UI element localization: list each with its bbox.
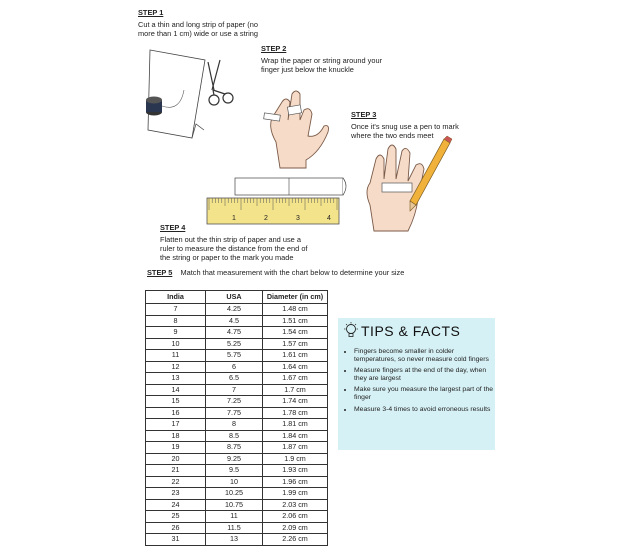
cell-india: 13 [146, 373, 206, 385]
ring-size-table [145, 290, 328, 546]
ruler-number-1: 1 [232, 215, 236, 222]
header-usa: USA [206, 291, 263, 304]
table-row [146, 384, 328, 396]
cell-india: 10 [146, 338, 206, 350]
table-row [146, 419, 328, 431]
cell-india: 17 [146, 419, 206, 431]
hand-pencil-illustration [360, 135, 455, 235]
cell-india: 23 [146, 488, 206, 500]
step-1-line-2: more than 1 cm) wide or use a string [138, 29, 258, 38]
cell-diameter: 1.48 cm [263, 304, 328, 316]
tips-box [338, 318, 495, 450]
hand-wrap-illustration [262, 80, 334, 170]
scissors-icon [208, 60, 233, 105]
table-row [146, 361, 328, 373]
tip-item: • Fingers become smaller in colder temperatures, so never measure cold fingers [354, 348, 494, 363]
cell-diameter: 1.99 cm [263, 488, 328, 500]
table-row [146, 488, 328, 500]
cell-diameter: 1.84 cm [263, 430, 328, 442]
cell-usa: 7.75 [206, 407, 263, 419]
cell-diameter: 1.96 cm [263, 476, 328, 488]
cell-india: 9 [146, 327, 206, 339]
step-3-line-2: where the two ends meet [351, 131, 434, 140]
step-5-text: Match that measurement with the chart below to determine your size [180, 268, 405, 277]
step-4-line-1: Flatten out the thin strip of paper and use a [160, 235, 301, 244]
table-row [146, 304, 328, 316]
cell-diameter: 2.26 cm [263, 534, 328, 546]
table-row [146, 534, 328, 546]
cell-usa: 5.75 [206, 350, 263, 362]
table-row [146, 327, 328, 339]
lightbulb-icon [343, 322, 359, 340]
step-2-line-1: Wrap the paper or string around your [261, 56, 383, 65]
step-1-line-1: Cut a thin and long strip of paper (no [138, 20, 258, 29]
step-4 [160, 223, 330, 262]
step-5 [147, 268, 477, 277]
cell-diameter: 1.78 cm [263, 407, 328, 419]
tip-item: • Make sure you measure the largest part of the finger [354, 386, 494, 401]
cell-diameter: 1.93 cm [263, 465, 328, 477]
table-row [146, 442, 328, 454]
cell-diameter: 1.67 cm [263, 373, 328, 385]
cell-india: 26 [146, 522, 206, 534]
cell-diameter: 1.64 cm [263, 361, 328, 373]
cell-diameter: 1.81 cm [263, 419, 328, 431]
table-row [146, 430, 328, 442]
table-row [146, 315, 328, 327]
step-5-heading: STEP 5 [147, 268, 173, 277]
cell-india: 22 [146, 476, 206, 488]
table-row [146, 338, 328, 350]
cell-usa: 5.25 [206, 338, 263, 350]
cell-india: 8 [146, 315, 206, 327]
cell-usa: 4.75 [206, 327, 263, 339]
cell-india: 18 [146, 430, 206, 442]
cell-usa: 6 [206, 361, 263, 373]
cell-india: 16 [146, 407, 206, 419]
cell-india: 25 [146, 511, 206, 523]
cell-usa: 13 [206, 534, 263, 546]
step-3-line-1: Once it's snug use a pen to mark [351, 122, 459, 131]
ruler-number-4: 4 [327, 215, 331, 222]
table-row [146, 407, 328, 419]
tip-item: • Measure fingers at the end of the day, when they are largest [354, 367, 494, 382]
cell-usa: 11 [206, 511, 263, 523]
cell-india: 14 [146, 384, 206, 396]
table-row [146, 373, 328, 385]
cell-usa: 4.25 [206, 304, 263, 316]
ruler-number-3: 3 [296, 215, 300, 222]
ruler-number-2: 2 [264, 215, 268, 222]
cell-usa: 10.75 [206, 499, 263, 511]
cell-diameter: 1.7 cm [263, 384, 328, 396]
table-row [146, 350, 328, 362]
cell-usa: 7.25 [206, 396, 263, 408]
cell-usa: 4.5 [206, 315, 263, 327]
cell-india: 19 [146, 442, 206, 454]
cell-usa: 10 [206, 476, 263, 488]
cell-india: 11 [146, 350, 206, 362]
cell-diameter: 1.74 cm [263, 396, 328, 408]
tips-list [344, 348, 494, 417]
cell-diameter: 1.54 cm [263, 327, 328, 339]
cell-diameter: 2.03 cm [263, 499, 328, 511]
step-2-line-2: finger just below the knuckle [261, 65, 354, 74]
cell-india: 31 [146, 534, 206, 546]
table-row [146, 499, 328, 511]
table-row [146, 476, 328, 488]
cell-india: 24 [146, 499, 206, 511]
cell-usa: 10.25 [206, 488, 263, 500]
step-1-heading: STEP 1 [138, 8, 164, 17]
step-4-line-2: ruler to measure the distance from the end of [160, 244, 308, 253]
cell-diameter: 1.61 cm [263, 350, 328, 362]
cell-diameter: 1.51 cm [263, 315, 328, 327]
step-1 [138, 8, 308, 38]
cell-india: 7 [146, 304, 206, 316]
cell-india: 20 [146, 453, 206, 465]
step-4-line-3: the string or paper to the mark you made [160, 253, 294, 262]
header-diameter: Diameter (in cm) [263, 291, 328, 304]
table-row [146, 522, 328, 534]
tip-item: • Measure 3-4 times to avoid erroneous results [354, 406, 494, 414]
step-2 [261, 44, 431, 74]
table-row [146, 453, 328, 465]
cell-usa: 8.75 [206, 442, 263, 454]
cell-diameter: 1.87 cm [263, 442, 328, 454]
tips-title: TIPS & FACTS [361, 323, 461, 339]
cell-india: 12 [146, 361, 206, 373]
table-row [146, 511, 328, 523]
cell-usa: 8.5 [206, 430, 263, 442]
cell-diameter: 1.57 cm [263, 338, 328, 350]
cell-usa: 6.5 [206, 373, 263, 385]
step-3-heading: STEP 3 [351, 110, 377, 119]
step-2-heading: STEP 2 [261, 44, 287, 53]
step-4-heading: STEP 4 [160, 223, 186, 232]
cell-diameter: 2.09 cm [263, 522, 328, 534]
table-header-row [146, 291, 328, 304]
cell-usa: 9.5 [206, 465, 263, 477]
cell-india: 15 [146, 396, 206, 408]
paper-scissors-illustration [140, 42, 240, 147]
cell-usa: 8 [206, 419, 263, 431]
cell-diameter: 2.06 cm [263, 511, 328, 523]
cell-usa: 9.25 [206, 453, 263, 465]
table-row [146, 396, 328, 408]
table-row [146, 465, 328, 477]
cell-usa: 7 [206, 384, 263, 396]
cell-usa: 11.5 [206, 522, 263, 534]
cell-india: 21 [146, 465, 206, 477]
cell-diameter: 1.9 cm [263, 453, 328, 465]
header-india: India [146, 291, 206, 304]
